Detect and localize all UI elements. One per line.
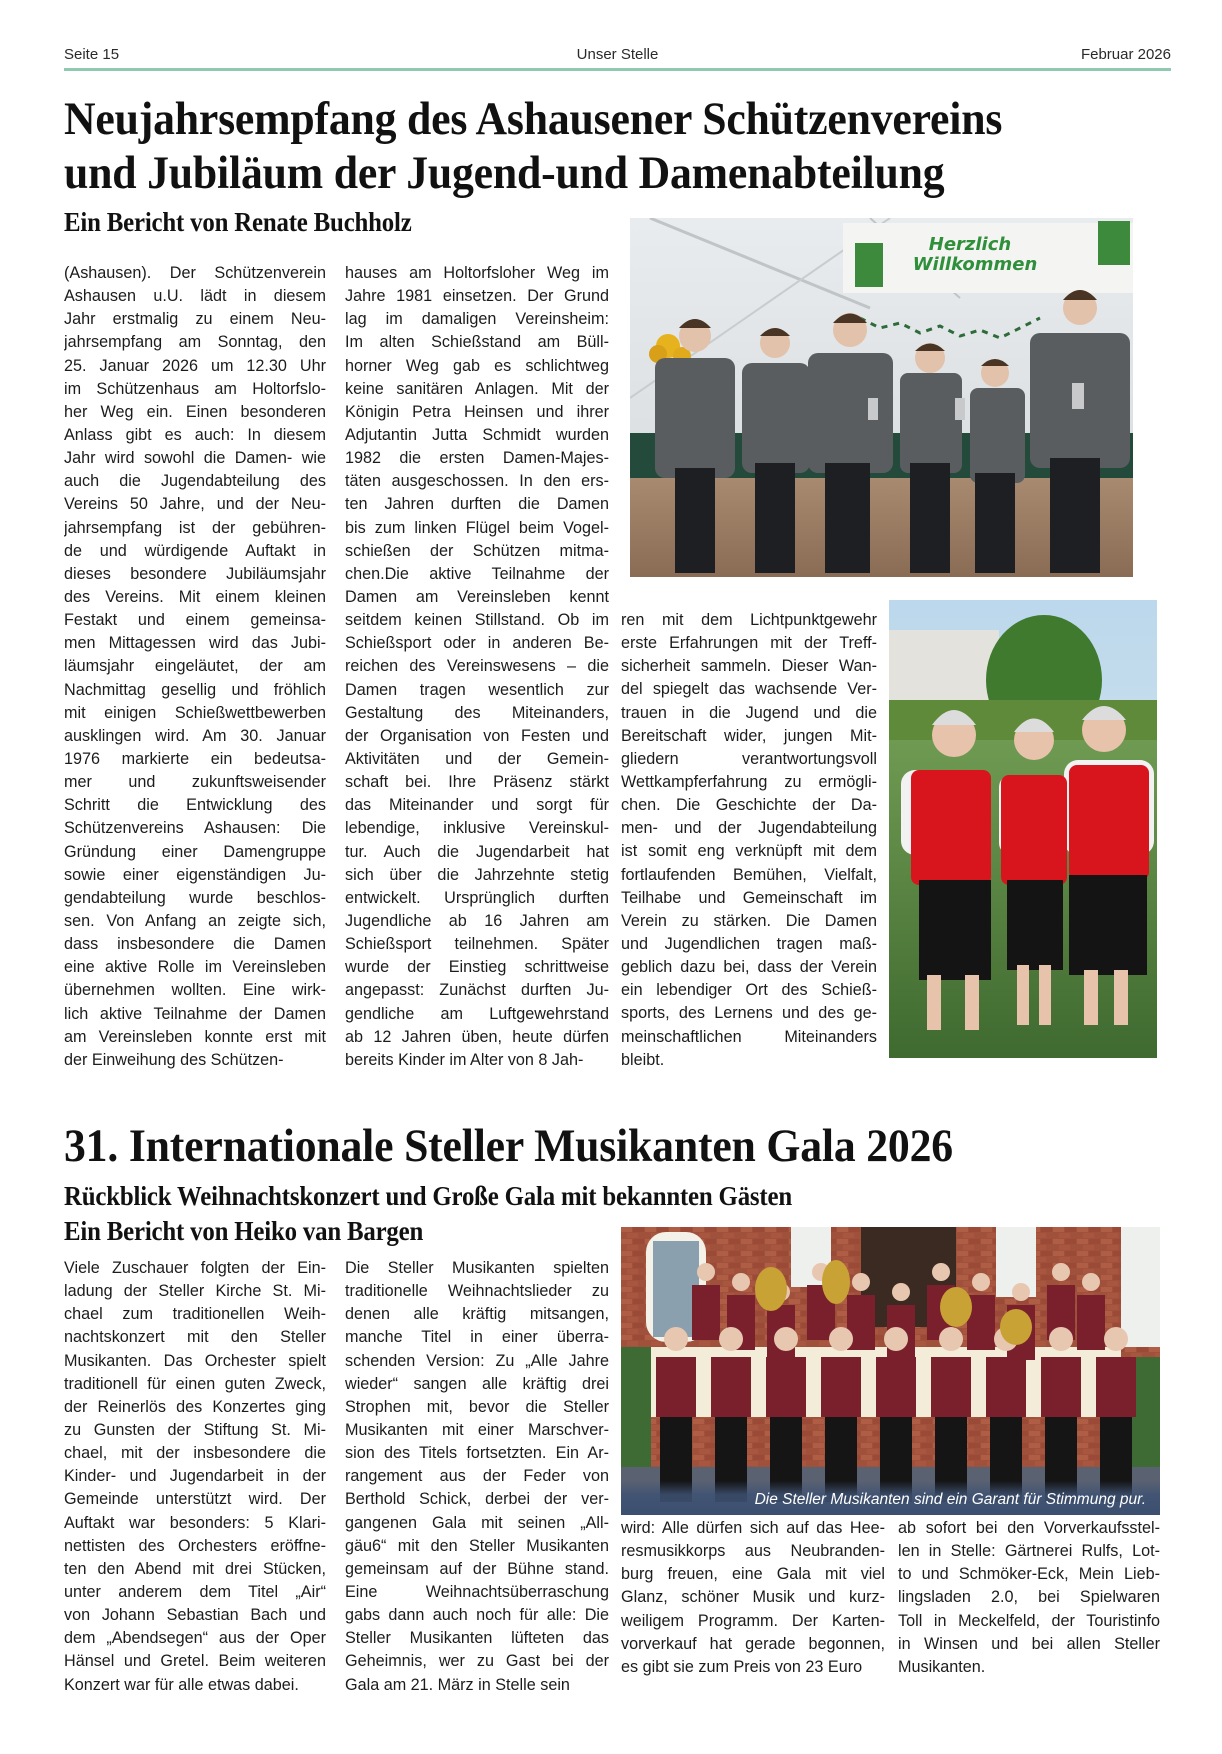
- text-line: ab 12 Jahren üben, heute dürfen: [345, 1027, 609, 1046]
- text-line: Aktivitäten und der Gemein-: [345, 749, 609, 768]
- text-line: täten ausgeschossen. In den ers-: [345, 472, 609, 491]
- band-member-head: [892, 1283, 910, 1301]
- text-line: Vereins 50 Jahre, und der Neu-: [64, 495, 326, 514]
- text-line: Verein zu stärken. Die Damen: [621, 911, 877, 930]
- text-line: Im alten Schießstand am Büll-: [345, 333, 609, 352]
- text-line: (Ashausen). Der Schützenverein: [64, 264, 326, 282]
- text-line: dass insbesondere die Damen: [64, 935, 326, 954]
- text-line: schießen der Schützen mitma-: [345, 541, 609, 560]
- text-line: Adjutantin Jutta Schmidt wurden: [345, 425, 609, 444]
- article2-column-3: [621, 1517, 885, 1679]
- text-line: keine sanitären Anlagen. Mit der: [345, 379, 609, 398]
- band-member-vest: [876, 1357, 916, 1417]
- text-line: am Vereinsleben konnte erst mit: [64, 1027, 326, 1046]
- text-line: resmusikkorps aus Neubranden-: [621, 1542, 885, 1561]
- text-line: wurde der Einstieg schrittweise: [345, 958, 609, 977]
- text-line: Musikanten.: [898, 1657, 986, 1676]
- text-line: es gibt sie zum Preis von 23 Euro: [621, 1657, 863, 1676]
- text-line: Ashausen u.U. lädt in diesem: [64, 287, 326, 306]
- text-line: nachtskonzert mit den Steller: [64, 1328, 326, 1347]
- text-line: sports, des Lernens und des ge-: [621, 1004, 877, 1023]
- article1-title-line: und Jubiläum der Jugend-und Damenabteilung: [64, 147, 945, 199]
- text-line: seitdem keinen Stillstand. Ob im: [345, 611, 609, 630]
- photo-ladies-department: [889, 600, 1157, 1058]
- text-line: dem „Abendsegen“ aus der Oper: [64, 1629, 326, 1648]
- photo-band-image: [621, 1227, 1160, 1515]
- text-line: Damen tragen wesentlich zur: [345, 680, 609, 699]
- text-line: Kinder- und Jugendarbeit in der: [64, 1467, 326, 1486]
- publication-name: Unser Stelle: [576, 46, 659, 63]
- text-line: mit einigen Schießwettbewerben: [64, 703, 326, 722]
- text-line: manche Titel in einer überra-: [345, 1328, 609, 1347]
- text-line: Schießsport oder in anderen Be-: [345, 634, 609, 653]
- band-member-head: [1012, 1283, 1030, 1301]
- text-line: denen alle kräftig mitsangen,: [345, 1305, 609, 1324]
- text-line: Gala am 21. März in Stelle sein: [345, 1675, 570, 1694]
- text-line: der Organisation von Festen und: [345, 726, 609, 745]
- page-number: Seite 15: [64, 46, 120, 63]
- text-line: Strophen mit, bevor die Steller: [345, 1397, 609, 1416]
- band-member-vest: [986, 1357, 1026, 1417]
- text-line: Eine Weihnachtsüberraschung: [345, 1582, 609, 1601]
- band-member-head: [884, 1327, 908, 1351]
- text-line: gabs dann auch noch für alle: Die: [345, 1606, 609, 1625]
- text-line: bis zum linken Flügel beim Vogel-: [345, 518, 609, 537]
- text-line: der Reinerlös des Konzertes ging: [64, 1397, 326, 1416]
- text-line: Musikanten mit einer Marschver-: [345, 1420, 609, 1439]
- text-line: schenden Version: Zu „Alle Jahre: [345, 1351, 609, 1370]
- text-line: läumsjahr eingeläutet, der am: [64, 657, 326, 676]
- text-line: gemeinsam auf der Bühne stand.: [345, 1559, 609, 1578]
- page-header: [64, 46, 1171, 70]
- text-line: Auftakt war besonders: 5 Klari-: [64, 1513, 326, 1532]
- article2-subtitle: Rückblick Weihnachtskonzert und Große Gala mit bekannten Gästen: [64, 1181, 792, 1211]
- text-line: Teilhabe und Gemeinschaft im: [621, 888, 877, 907]
- band-member-head: [664, 1327, 688, 1351]
- band-member-vest: [1077, 1295, 1105, 1350]
- text-line: das Miteinander und sorgt für: [345, 796, 609, 815]
- text-line: Geheimnis, wer zu Gast bei der: [345, 1652, 609, 1671]
- text-line: Gestaltung des Miteinanders,: [345, 703, 609, 722]
- text-line: sicherheit sammeln. Dieser Wan-: [621, 657, 877, 676]
- banner-text-line1: Herzlich: [928, 234, 1012, 255]
- band-member-vest: [711, 1357, 751, 1417]
- text-line: Jahr erstmalig zu einem Neu-: [64, 310, 326, 329]
- text-line: ren mit dem Lichtpunktgewehr: [621, 611, 877, 629]
- text-line: Schießsport teilnehmen. Später: [345, 935, 609, 954]
- text-line: Gründung einer Damengruppe: [64, 842, 326, 861]
- text-line: Jahr wird sowohl die Damen- wie: [64, 449, 326, 468]
- text-line: traditionell für einen guten Zweck,: [64, 1374, 326, 1393]
- photo-youth-department: [630, 218, 1133, 577]
- issue-date: Februar 2026: [1080, 46, 1171, 63]
- band-member-vest: [656, 1357, 696, 1417]
- text-line: der Einweihung des Schützen-: [64, 1050, 284, 1069]
- text-line: weiligem Programm. Der Karten-: [621, 1611, 885, 1630]
- band-member-vest: [692, 1285, 720, 1340]
- band-member-head: [1082, 1273, 1100, 1291]
- band-member-vest: [821, 1357, 861, 1417]
- band-member-head: [1049, 1327, 1073, 1351]
- text-line: horner Weg gab es schlichtweg: [345, 356, 609, 375]
- band-member-head: [1104, 1327, 1128, 1351]
- text-line: hauses am Holtorfsloher Weg im: [345, 264, 609, 282]
- text-line: gendliche am Luftgewehrstand: [345, 1004, 609, 1023]
- text-line: 1982 die ersten Damen-Majes-: [345, 449, 609, 468]
- text-line: trauen in die Jugend und die: [621, 703, 877, 722]
- text-line: Hänsel und Gretel. Beim weiteren: [64, 1652, 326, 1671]
- text-line: erste Erfahrungen mit der Treff-: [621, 634, 877, 653]
- text-line: Schritt die Entwicklung des: [64, 796, 326, 815]
- article2-byline: Ein Bericht von Heiko van Bargen: [64, 1216, 424, 1246]
- text-line: Bereitschaft wider, jungen Mit-: [621, 726, 877, 745]
- band-member-vest: [1041, 1357, 1081, 1417]
- text-line: auch die Jugendabteilung des: [64, 472, 326, 491]
- text-line: reichen des Vereinswesens – die: [345, 657, 609, 676]
- band-member-head: [719, 1327, 743, 1351]
- text-line: gangenen Gala mit seinen „All-: [345, 1513, 609, 1532]
- text-line: chael zum traditionellen Weih-: [64, 1305, 326, 1324]
- text-line: lingsladen 2.0, bei Spielwaren: [898, 1588, 1160, 1607]
- text-line: sen. Von Anfang an zeigte sich,: [64, 911, 326, 930]
- text-line: de und würdigende Auftakt in: [64, 541, 326, 560]
- photo-ladies-department-image: [889, 600, 1157, 1058]
- text-line: bereits Kinder im Alter von 8 Jah-: [345, 1050, 584, 1069]
- text-line: gäu6“ mit den Steller Musikanten: [345, 1536, 609, 1555]
- text-line: lag im damaligen Vereinsheim:: [345, 310, 609, 329]
- article1-column-3: [621, 609, 877, 1072]
- band-member-head: [852, 1273, 870, 1291]
- text-line: gendabteilung wurde beschlos-: [64, 888, 326, 907]
- band-member-vest: [766, 1357, 806, 1417]
- text-line: sich über die Jahrzehnte stetig: [345, 865, 609, 884]
- text-line: bleibt.: [621, 1050, 665, 1069]
- text-line: des Vereins. Mit einem kleinen: [64, 587, 326, 606]
- band-member-head: [829, 1327, 853, 1351]
- text-line: Toll in Meckelfeld, der Touristinfo: [898, 1611, 1160, 1630]
- header-divider: [64, 68, 1171, 71]
- text-line: mer und zukunftsweisender: [64, 773, 326, 792]
- text-line: Nachmittag gesellig und fröhlich: [64, 680, 326, 699]
- photo-youth-department-image: [630, 218, 1133, 577]
- band-member-vest: [1096, 1357, 1136, 1417]
- article1-column-2: [345, 262, 609, 1072]
- text-line: len in Stelle: Gärtnerei Rulfs, Lot-: [898, 1542, 1160, 1561]
- text-line: sowie einer eigenständigen Ju-: [64, 865, 326, 884]
- article2-title: 31. Internationale Steller Musikanten Gala 2026: [64, 1120, 953, 1172]
- text-line: und Jugendlichen tragen maß-: [621, 934, 877, 953]
- text-line: lich aktive Teilnahme der Damen: [64, 1004, 326, 1023]
- text-line: chen.Die aktive Teilnahme der: [345, 564, 609, 583]
- photo-band: [621, 1227, 1160, 1515]
- text-line: Die Steller Musikanten spielten: [345, 1259, 609, 1277]
- text-line: Schützenvereins Ashausen: Die: [64, 819, 326, 838]
- text-line: del spiegelt das wachsende Ver-: [621, 680, 877, 699]
- text-line: zu Gunsten der Stiftung St. Mi-: [64, 1420, 326, 1439]
- band-member-head: [972, 1273, 990, 1291]
- photo-band-caption: Die Steller Musikanten sind ein Garant für Stimmung pur.: [754, 1491, 1146, 1508]
- text-line: chen. Die Geschichte der Da-: [621, 796, 877, 815]
- text-line: traditionelle Weihnachtslieder zu: [345, 1282, 609, 1301]
- text-line: dieses besondere Jubiläumsjahr: [64, 564, 326, 583]
- text-line: Königin Petra Heinsen und ihrer: [345, 402, 609, 421]
- text-line: her Weg ein. Einen besonderen: [64, 402, 326, 421]
- article1-byline: Ein Bericht von Renate Buchholz: [64, 207, 412, 237]
- text-line: Anlass gibt es auch: In diesem: [64, 425, 326, 444]
- text-line: lebendige, inklusive Vereinskul-: [345, 819, 609, 838]
- text-line: nettisten des Orchesters eröffne-: [64, 1536, 326, 1555]
- text-line: 25. Januar 2026 um 12.30 Uhr: [64, 356, 326, 375]
- banner-text-line2: Willkommen: [912, 254, 1038, 275]
- text-line: ten Jahren durften die Damen: [345, 495, 609, 514]
- text-line: Damen am Vereinsleben kennt: [345, 587, 609, 606]
- text-line: angepasst: Zunächst durften Ju-: [345, 981, 609, 1000]
- article2-column-2: [345, 1257, 609, 1697]
- text-line: to und Schmöker-Eck, Mein Lieb-: [898, 1565, 1160, 1584]
- band-member-head: [1052, 1263, 1070, 1281]
- text-line: übernehmen wollten. Eine wirk-: [64, 981, 326, 1000]
- text-line: schaft bei. Ihre Präsenz stärkt: [345, 773, 609, 792]
- text-line: von Johann Sebastian Bach und: [64, 1606, 326, 1625]
- text-line: Wettkampferfahrung zu ermögli-: [621, 772, 877, 791]
- article1-title: [64, 92, 1002, 200]
- text-line: geblich dazu bei, dass der Verein: [621, 958, 877, 977]
- band-member-vest: [931, 1357, 971, 1417]
- article2-column-4: [898, 1517, 1160, 1679]
- article1-column-1: [64, 262, 326, 1072]
- text-line: ist somit eng verknüpft mit dem: [621, 842, 877, 861]
- band-member-head: [939, 1327, 963, 1351]
- text-line: ten den Abend mit drei Stücken,: [64, 1559, 326, 1578]
- article1-title-line: Neujahrsempfang des Ashausener Schützenvereins: [64, 93, 1003, 145]
- text-line: sion des Titels fortsetzten. Ein Ar-: [345, 1444, 609, 1463]
- text-line: Glanz, schöner Musik und kurz-: [621, 1588, 885, 1607]
- text-line: jahrsempfang ist der gebühren-: [64, 518, 326, 537]
- text-line: Jahre 1981 einsetzen. Der Grund: [345, 287, 609, 306]
- text-line: gliedern verantwortungsvoll: [621, 749, 877, 768]
- article2-column-1: [64, 1257, 326, 1697]
- text-line: Festakt und einem gemeinsa-: [64, 611, 326, 630]
- text-line: fortlaufenden Bemühen, Vielfalt,: [621, 865, 877, 884]
- text-line: rangement aus der Feder von: [345, 1467, 609, 1486]
- text-line: jahrsempfang am Sonntag, den: [64, 333, 326, 352]
- text-line: Musikanten. Das Orchester spielt: [64, 1351, 326, 1370]
- text-line: meinschaftlichen Miteinanders: [621, 1027, 877, 1046]
- text-line: Jugendliche ab 16 Jahren am: [345, 911, 609, 930]
- text-line: eine aktive Rolle im Vereinsleben: [64, 958, 326, 977]
- band-member-head: [932, 1263, 950, 1281]
- text-line: 1976 markierte ein bedeutsa-: [64, 749, 326, 768]
- text-line: burg freuen, eine Gala mit viel: [621, 1565, 885, 1584]
- text-line: Viele Zuschauer folgten der Ein-: [64, 1259, 326, 1277]
- text-line: wird: Alle dürfen sich auf das Hee-: [621, 1519, 885, 1537]
- text-line: ein lebendiger Ort des Schieß-: [621, 981, 877, 1000]
- text-line: men- und der Jugendabteilung: [621, 819, 877, 838]
- text-line: chael, mit der insbesondere die: [64, 1444, 326, 1463]
- band-member-head: [732, 1273, 750, 1291]
- text-line: men Mittagessen wird das Jubi-: [64, 634, 326, 653]
- text-line: im Schützenhaus am Holtorfslo-: [64, 379, 326, 398]
- text-line: ladung der Steller Kirche St. Mi-: [64, 1282, 326, 1301]
- text-line: Konzert war für alle etwas dabei.: [64, 1675, 299, 1694]
- text-line: vorverkauf hat gerade begonnen,: [621, 1634, 885, 1653]
- text-line: ausklingen wird. Am 30. Januar: [64, 726, 326, 745]
- band-member-head: [697, 1263, 715, 1281]
- photo-band-caption-bar: [621, 1481, 1160, 1515]
- text-line: in Winsen und bei allen Steller: [898, 1634, 1160, 1653]
- band-member-head: [774, 1327, 798, 1351]
- text-line: ab sofort bei den Vorverkaufsstel-: [898, 1519, 1160, 1537]
- text-line: wieder“ sangen alle kräftig drei: [345, 1374, 609, 1393]
- text-line: Steller Musikanten lüfteten das: [345, 1629, 609, 1648]
- text-line: Berthold Schick, derbei der ver-: [345, 1490, 609, 1509]
- text-line: Gemeinde unterstützt wird. Der: [64, 1490, 326, 1509]
- text-line: tur. Auch die Jugendarbeit hat: [345, 842, 609, 861]
- text-line: unter anderem dem Titel „Air“: [64, 1582, 326, 1601]
- text-line: entwickelt. Ursprünglich durften: [345, 888, 609, 907]
